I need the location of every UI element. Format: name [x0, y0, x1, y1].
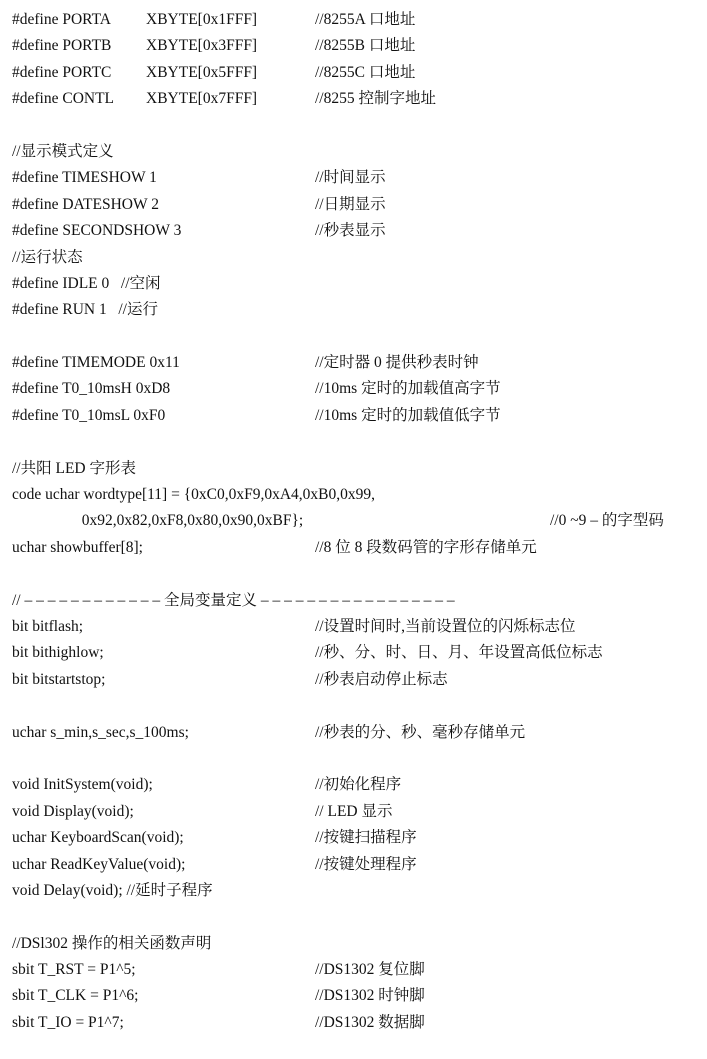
- code-text: #define PORTB: [12, 37, 112, 55]
- code-comment: //DS1302 复位脚: [315, 961, 425, 979]
- code-text: #define DATESHOW 2: [12, 195, 159, 213]
- code-text: uchar showbuffer[8];: [12, 538, 143, 556]
- code-text: bit bitstartstop;: [12, 670, 106, 688]
- code-comment: //8255B 口地址: [315, 37, 416, 55]
- code-line: [12, 297, 702, 323]
- code-text: #define PORTC: [12, 63, 112, 81]
- code-text: #define TIMESHOW 1: [12, 169, 157, 187]
- code-line: [12, 667, 702, 693]
- code-listing: [12, 7, 702, 1036]
- code-line: [12, 165, 702, 191]
- code-line: [12, 139, 702, 165]
- code-text: XBYTE[0x3FFF]: [146, 37, 258, 55]
- code-comment: //秒、分、时、日、月、年设置高低位标志: [315, 644, 603, 662]
- code-text: void Display(void);: [12, 802, 134, 820]
- code-text: #define TIMEMODE 0x11: [12, 354, 180, 372]
- code-comment: //10ms 定时的加载值高字节: [315, 380, 501, 398]
- code-comment: //8255 控制字地址: [315, 90, 436, 108]
- code-text: bit bithighlow;: [12, 644, 104, 662]
- code-line: [12, 33, 702, 59]
- code-comment: //定时器 0 提供秒表时钟: [315, 354, 479, 372]
- code-comment: //10ms 定时的加载值低字节: [315, 406, 501, 424]
- code-line: [12, 271, 702, 297]
- code-line: [12, 508, 702, 534]
- code-comment: //秒表启动停止标志: [315, 670, 448, 688]
- code-line: [12, 403, 702, 429]
- code-text: code uchar wordtype[11] = {0xC0,0xF9,0xA4,0xB0,0x99,: [12, 486, 376, 504]
- code-line: [12, 720, 702, 746]
- code-line: [12, 983, 702, 1009]
- code-line: [12, 931, 702, 957]
- code-text: #define CONTL: [12, 90, 115, 108]
- code-comment: // – – – – – – – – – – – – 全局变量定义 – – – – – – – – – – – – – – – – –: [12, 591, 455, 609]
- blank-line: [12, 904, 702, 930]
- code-line: [12, 772, 702, 798]
- code-line: [12, 614, 702, 640]
- code-text: #define T0_10msH 0xD8: [12, 380, 171, 398]
- code-text: uchar s_min,s_sec,s_100ms;: [12, 723, 189, 741]
- code-text: void InitSystem(void);: [12, 776, 153, 794]
- code-comment: //时间显示: [315, 169, 386, 187]
- code-line: [12, 192, 702, 218]
- code-text: bit bitflash;: [12, 617, 84, 635]
- code-line: [12, 852, 702, 878]
- code-line: [12, 588, 702, 614]
- code-comment: //DS1302 时钟脚: [315, 987, 425, 1005]
- code-comment: //8255A 口地址: [315, 11, 416, 28]
- code-comment: //按键扫描程序: [315, 829, 417, 847]
- code-text: #define RUN 1 //运行: [12, 301, 158, 319]
- code-comment: //按键处理程序: [315, 855, 417, 873]
- code-text: sbit T_RST = P1^5;: [12, 961, 136, 979]
- code-comment: //0 ~9 – 的字型码: [550, 512, 664, 530]
- code-line: [12, 350, 702, 376]
- code-comment: //日期显示: [315, 195, 386, 213]
- code-comment: //初始化程序: [315, 776, 402, 794]
- code-line: [12, 482, 702, 508]
- blank-line: [12, 693, 702, 719]
- blank-line: [12, 113, 702, 139]
- code-comment: //秒表显示: [315, 222, 386, 240]
- code-line: [12, 799, 702, 825]
- code-line: [12, 218, 702, 244]
- blank-line: [12, 429, 702, 455]
- code-line: [12, 825, 702, 851]
- code-text: uchar ReadKeyValue(void);: [12, 855, 186, 873]
- blank-line: [12, 746, 702, 772]
- code-line: [12, 1010, 702, 1036]
- code-text: sbit T_CLK = P1^6;: [12, 987, 139, 1005]
- code-comment: // LED 显示: [315, 802, 393, 820]
- code-line: [12, 957, 702, 983]
- code-text: void Delay(void); //延时子程序: [12, 881, 213, 899]
- code-comment: //显示模式定义: [12, 142, 114, 160]
- code-line: [12, 60, 702, 86]
- code-text: #define T0_10msL 0xF0: [12, 406, 166, 424]
- blank-line: [12, 324, 702, 350]
- code-line: [12, 376, 702, 402]
- code-line: [12, 7, 702, 33]
- code-text: XBYTE[0x5FFF]: [146, 63, 258, 81]
- code-text: uchar KeyboardScan(void);: [12, 829, 184, 847]
- code-text: XBYTE[0x1FFF]: [146, 11, 258, 28]
- blank-line: [12, 561, 702, 587]
- code-line: [12, 878, 702, 904]
- code-comment: //共阳 LED 字形表: [12, 459, 136, 477]
- code-comment: //运行状态: [12, 248, 83, 266]
- code-comment: //设置时间时,当前设置位的闪烁标志位: [315, 617, 576, 635]
- code-comment: //8 位 8 段数码管的字形存储单元: [315, 538, 537, 556]
- code-line: [12, 640, 702, 666]
- code-line: [12, 86, 702, 112]
- code-comment: //秒表的分、秒、毫秒存储单元: [315, 723, 526, 741]
- code-text: #define SECONDSHOW 3: [12, 222, 182, 240]
- code-line: [12, 245, 702, 271]
- code-comment: //DSl302 操作的相关函数声明: [12, 934, 212, 952]
- code-line: [12, 535, 702, 561]
- code-line: [12, 456, 702, 482]
- code-comment: //8255C 口地址: [315, 63, 416, 81]
- code-text: #define IDLE 0 //空闲: [12, 274, 161, 292]
- code-text: XBYTE[0x7FFF]: [146, 90, 258, 108]
- code-text: 0x92,0x82,0xF8,0x80,0x90,0xBF};: [12, 512, 304, 530]
- code-comment: //DS1302 数据脚: [315, 1013, 425, 1031]
- code-text: #define PORTA: [12, 11, 111, 28]
- code-text: sbit T_IO = P1^7;: [12, 1013, 124, 1031]
